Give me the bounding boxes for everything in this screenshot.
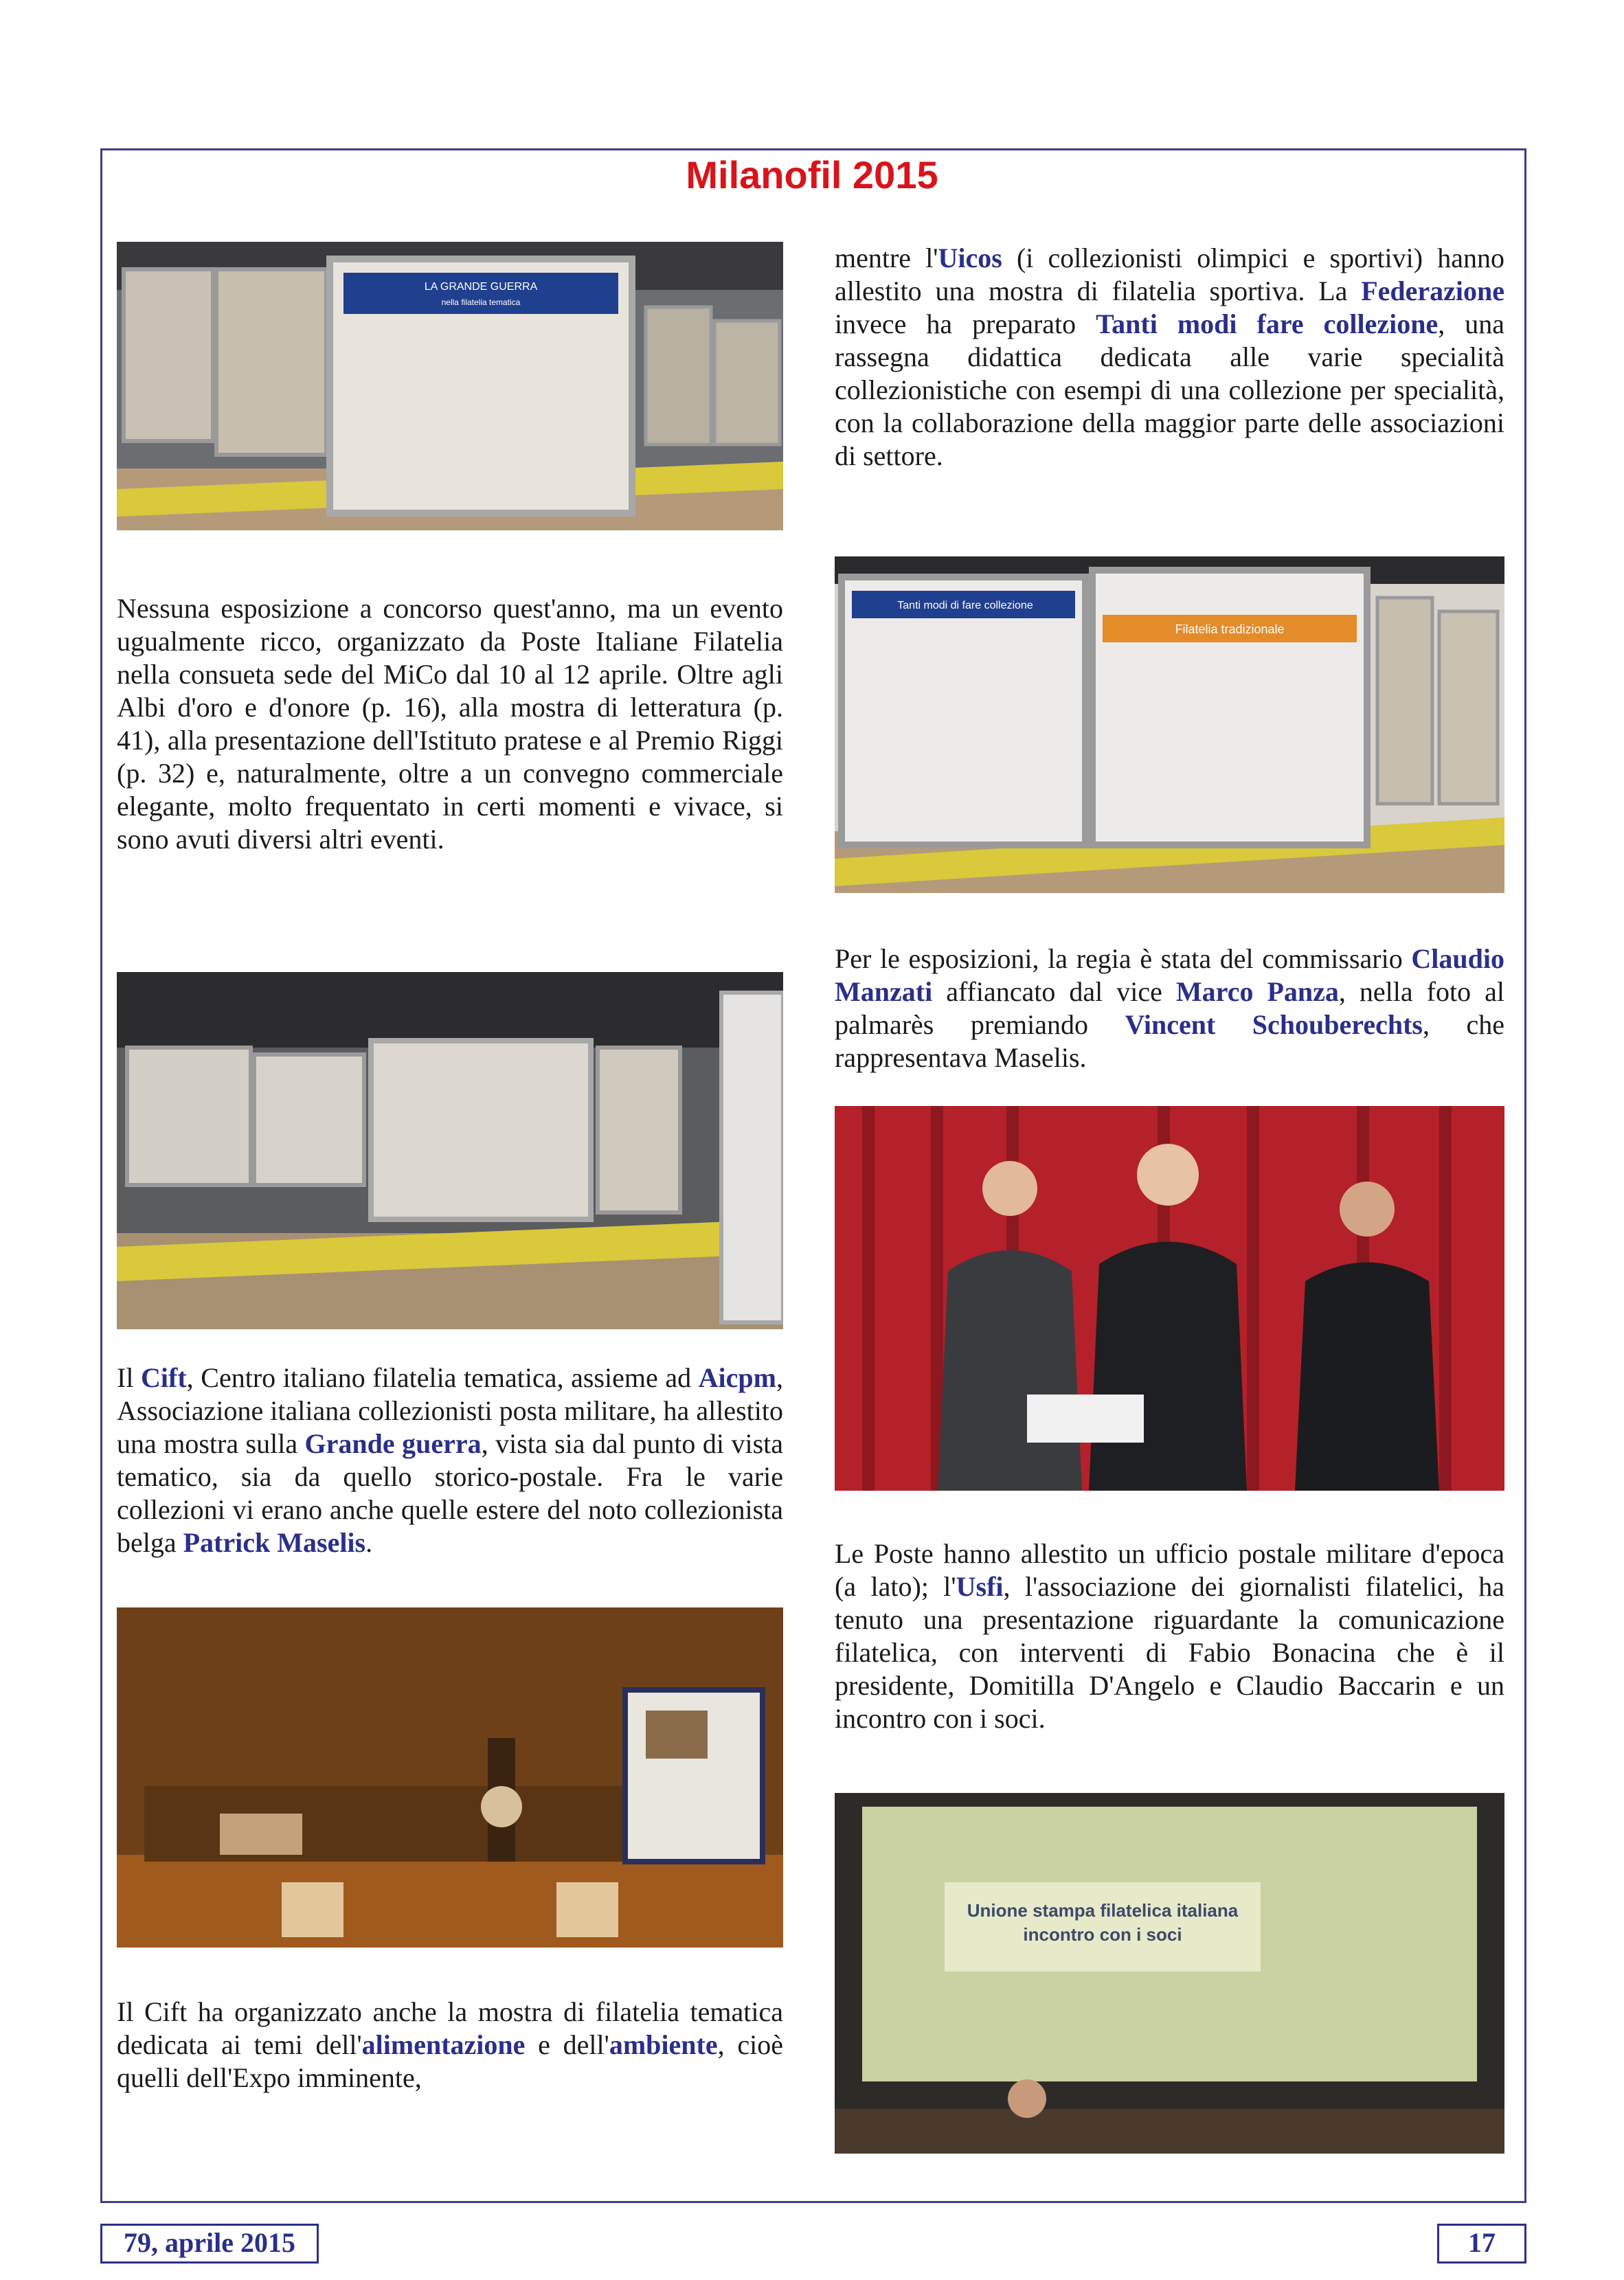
highlight-term: Usfi — [956, 1571, 1004, 1602]
page-number: 17 — [1437, 2224, 1526, 2264]
text-run: , Centro italiano filatelia tematica, assieme ad — [186, 1362, 699, 1393]
text-run: , vista sia dal punto di vista tematico, sia da quello storico-postale. Fra le varie collezioni vi erano anche quelle estere del noto collezionista belga — [117, 1428, 784, 1558]
text-run: . — [365, 1527, 373, 1558]
usfi-meeting-photo — [835, 1793, 1504, 2154]
text-run: , l'associazione dei giornalisti filatelici, ha tenuto una presentazione riguardante la comunicazione filatelica, con interventi di Fabio Bonacina che è il presidente, Domitilla D'Angelo e Claudio Baccarin e un incontro con i soci. — [835, 1571, 1505, 1734]
issue-label: 79, aprile 2015 — [100, 2224, 319, 2264]
text-run: , Associazione italiana collezionisti posta militare, ha allestito una mostra sulla — [117, 1362, 783, 1459]
highlight-term: Cift — [141, 1362, 187, 1393]
text-run: affiancato dal vice — [932, 976, 1176, 1007]
panel-heading: LA GRANDE GUERRA — [424, 281, 538, 293]
exhibition-photo-grande-guerra — [117, 242, 783, 530]
panel-heading: Filatelia tradizionale — [1175, 622, 1285, 636]
text-run: mentre l' — [835, 242, 938, 273]
slide-line-2: incontro con i soci — [1023, 1924, 1182, 1945]
highlight-term: Grande guerra — [304, 1428, 482, 1459]
poste-paragraph — [835, 1537, 1504, 1735]
uicos-paragraph — [835, 242, 1504, 473]
highlight-term: alimentazione — [361, 2029, 526, 2060]
text-run: (i collezionisti olimpici e sportivi) hanno allestito una mostra di filatelia sportiva. La — [835, 242, 1504, 306]
exhibition-hall-photo — [117, 972, 783, 1329]
panel-heading: Tanti modi di fare collezione — [897, 600, 1033, 611]
esposizioni-paragraph — [835, 943, 1504, 1074]
text-run: Le Poste hanno allestito un ufficio postale militare d'epoca (a lato); l' — [835, 1538, 1504, 1602]
award-ceremony-photo — [835, 1106, 1504, 1491]
cift-expo-paragraph — [117, 1996, 783, 2095]
text-run: invece ha preparato — [835, 308, 1096, 339]
text-run: e dell' — [525, 2029, 609, 2060]
highlight-term: Claudio Manzati — [835, 943, 1504, 1007]
intro-paragraph: Nessuna esposizione a concorso quest'anno, ma un evento ugualmente ricco, organizzato da Poste Italiane Filatelia nella consueta sede del MiCo dal 10 al 12 aprile. Oltre agli Albi d'oro e d'onore (p. 16), alla mostra di letteratura (p. 41), alla presentazione dell'Istituto pratese e al Premio Riggi (p. 32) e, naturalmente, oltre a un convegno commerciale elegante, molto frequentato in certi momenti e vivace, si sono avuti diversi altri eventi. — [117, 593, 783, 855]
panel-subheading: nella filatelia tematica — [441, 297, 521, 307]
slide-line-1: Unione stampa filatelica italiana — [967, 1900, 1239, 1921]
highlight-term: Patrick Maselis — [183, 1527, 366, 1558]
highlight-term: Marco Panza — [1175, 976, 1339, 1007]
military-post-office-photo — [117, 1607, 783, 1948]
text-run: , nella foto al palmarès premiando — [835, 976, 1504, 1040]
highlight-term: Uicos — [938, 242, 1002, 273]
text-run: Il — [117, 1362, 142, 1393]
exhibition-photo-tanti-modi — [835, 556, 1504, 893]
cift-paragraph — [117, 1362, 783, 1559]
highlight-term: Federazione — [1361, 275, 1504, 306]
highlight-term: ambiente — [609, 2029, 718, 2060]
text-run: , una rassegna didattica dedicata alle varie specialità collezionistiche con esempi di una collezione per specialità, con la collaborazione della maggior parte delle associazioni di settore. — [835, 308, 1504, 471]
text-run: , che rappresentava Maselis. — [835, 1009, 1504, 1073]
text-run: , cioè quelli dell'Expo imminente, — [117, 2029, 783, 2093]
highlight-term: Aicpm — [698, 1362, 776, 1393]
text-run: Il Cift ha organizzato anche la mostra di filatelia tematica dedicata ai temi dell' — [117, 1996, 783, 2060]
highlight-term: Vincent Schouberechts — [1125, 1009, 1423, 1040]
page-title: Milanofil 2015 — [686, 153, 938, 196]
text-run: Per le esposizioni, la regia è stata del commissario — [835, 943, 1412, 974]
highlight-term: Tanti modi fare collezione — [1096, 308, 1439, 339]
